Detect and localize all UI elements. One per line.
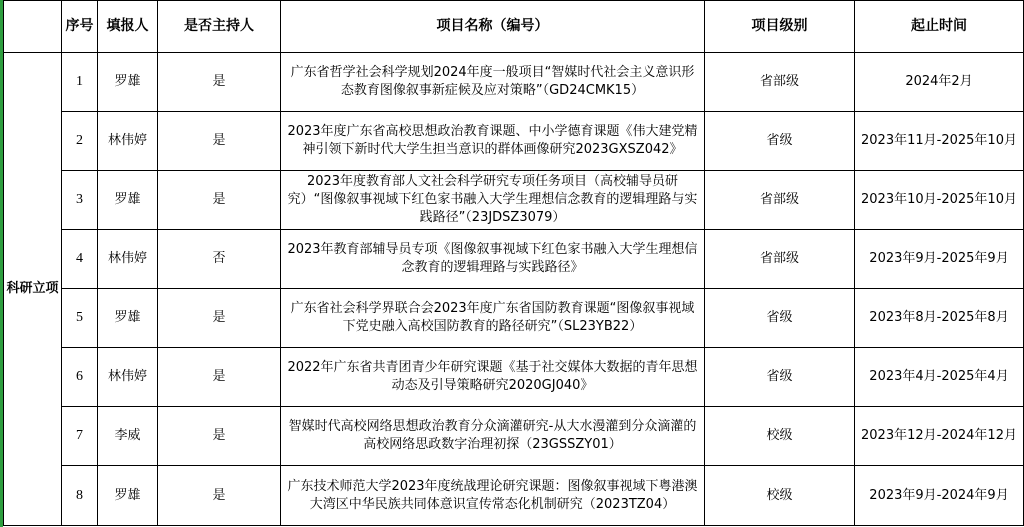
cell-is-host: 是 — [158, 407, 281, 466]
cell-level: 校级 — [705, 407, 855, 466]
cell-project: 广东技术师范大学2023年度统战理论研究课题：图像叙事视域下粤港澳大湾区中华民族共同体意识宣传常态化机制研究（2023TZ04） — [281, 466, 705, 526]
category-label: 科研立项 — [4, 53, 62, 526]
cell-level: 省部级 — [705, 171, 855, 230]
cell-level: 省部级 — [705, 230, 855, 289]
cell-reporter: 林伟婷 — [98, 348, 158, 407]
header-row — [4, 1, 1024, 53]
header-category-cell — [4, 1, 62, 53]
cell-is-host: 是 — [158, 289, 281, 348]
cell-reporter: 罗雄 — [98, 289, 158, 348]
header-is-host: 是否主持人 — [158, 1, 281, 53]
header-seq: 序号 — [62, 1, 98, 53]
cell-project: 广东省哲学社会科学规划2024年度一般项目“智媒时代社会主义意识形态教育图像叙事新症候及应对策略”（GD24CMK15） — [281, 53, 705, 112]
header-reporter: 填报人 — [98, 1, 158, 53]
cell-seq: 2 — [62, 112, 98, 171]
table-row — [4, 407, 1024, 466]
cell-reporter: 李威 — [98, 407, 158, 466]
cell-is-host: 否 — [158, 230, 281, 289]
cell-period: 2023年12月-2024年12月 — [855, 407, 1024, 466]
cell-project: 2022年广东省共青团青少年研究课题《基于社交媒体大数据的青年思想动态及引导策略研究2020GJ040》 — [281, 348, 705, 407]
cell-period: 2023年11月-2025年10月 — [855, 112, 1024, 171]
cell-project: 2023年教育部辅导员专项《图像叙事视域下红色家书融入大学生理想信念教育的逻辑理路与实践路径》 — [281, 230, 705, 289]
table-row — [4, 112, 1024, 171]
cell-seq: 6 — [62, 348, 98, 407]
cell-is-host: 是 — [158, 171, 281, 230]
cell-period: 2024年2月 — [855, 53, 1024, 112]
cell-project: 2023年度广东省高校思想政治教育课题、中小学德育课题《伟大建党精神引领下新时代大学生担当意识的群体画像研究2023GXSZ042》 — [281, 112, 705, 171]
table-row — [4, 348, 1024, 407]
cell-is-host: 是 — [158, 466, 281, 526]
cell-project: 2023年度教育部人文社会科学研究专项任务项目（高校辅导员研究）“图像叙事视域下红色家书融入大学生理想信念教育的逻辑理路与实践路径”（23JDSZ3079） — [281, 171, 705, 230]
table-row — [4, 289, 1024, 348]
header-period: 起止时间 — [855, 1, 1024, 53]
cell-level: 省级 — [705, 112, 855, 171]
table-row — [4, 53, 1024, 112]
header-project: 项目名称（编号） — [281, 1, 705, 53]
cell-period: 2023年10月-2025年10月 — [855, 171, 1024, 230]
cell-reporter: 罗雄 — [98, 171, 158, 230]
cell-is-host: 是 — [158, 53, 281, 112]
cell-level: 省级 — [705, 348, 855, 407]
cell-reporter: 罗雄 — [98, 466, 158, 526]
cell-project: 智媒时代高校网络思想政治教育分众滴灌研究-从大水漫灌到分众滴灌的高校网络思政数字治理初探（23GSSZY01） — [281, 407, 705, 466]
header-level: 项目级别 — [705, 1, 855, 53]
cell-period: 2023年9月-2024年9月 — [855, 466, 1024, 526]
cell-seq: 8 — [62, 466, 98, 526]
table-row — [4, 171, 1024, 230]
cell-seq: 7 — [62, 407, 98, 466]
cell-period: 2023年9月-2025年9月 — [855, 230, 1024, 289]
table-row — [4, 466, 1024, 526]
cell-level: 省级 — [705, 289, 855, 348]
cell-seq: 1 — [62, 53, 98, 112]
cell-reporter: 林伟婷 — [98, 112, 158, 171]
cell-reporter: 林伟婷 — [98, 230, 158, 289]
cell-level: 校级 — [705, 466, 855, 526]
cell-project: 广东省社会科学界联合会2023年度广东省国防教育课题“图像叙事视域下党史融入高校国防教育的路径研究”（SL23YB22） — [281, 289, 705, 348]
cell-period: 2023年8月-2025年8月 — [855, 289, 1024, 348]
cell-is-host: 是 — [158, 348, 281, 407]
research-projects-table — [3, 0, 1024, 526]
cell-is-host: 是 — [158, 112, 281, 171]
cell-reporter: 罗雄 — [98, 53, 158, 112]
cell-period: 2023年4月-2025年4月 — [855, 348, 1024, 407]
cell-seq: 4 — [62, 230, 98, 289]
cell-seq: 3 — [62, 171, 98, 230]
cell-seq: 5 — [62, 289, 98, 348]
cell-level: 省部级 — [705, 53, 855, 112]
table-row — [4, 230, 1024, 289]
